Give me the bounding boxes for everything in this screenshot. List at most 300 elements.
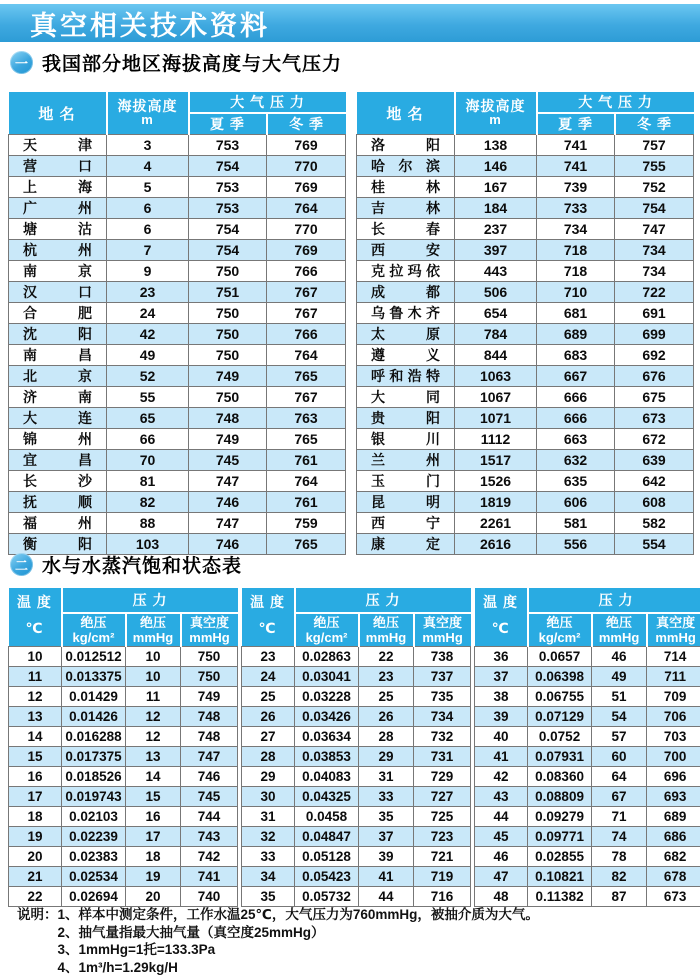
col-header-temperature: 温 度 ℃ bbox=[9, 588, 62, 646]
table-cell: 23 bbox=[359, 666, 414, 686]
footnote-item: 3、1mmHg=1托=133.3Pa bbox=[57, 942, 216, 957]
table-row bbox=[9, 177, 346, 198]
table-cell: 742 bbox=[181, 846, 238, 866]
table-cell: 769 bbox=[267, 177, 346, 198]
table-cell: 761 bbox=[267, 450, 346, 471]
table-cell: 玉 门 bbox=[357, 471, 455, 492]
table-cell: 714 bbox=[647, 646, 700, 666]
table-row bbox=[242, 686, 471, 706]
table-cell: 6 bbox=[107, 219, 189, 240]
table-cell: 767 bbox=[267, 387, 346, 408]
table-cell: 734 bbox=[537, 219, 615, 240]
table-row bbox=[242, 666, 471, 686]
table-cell: 20 bbox=[126, 886, 181, 906]
table-cell: 675 bbox=[615, 387, 694, 408]
col-header-summer: 夏 季 bbox=[537, 113, 615, 135]
table-cell: 608 bbox=[615, 492, 694, 513]
table-cell: 770 bbox=[267, 219, 346, 240]
table-cell: 0.03228 bbox=[295, 686, 359, 706]
table-cell: 24 bbox=[242, 666, 295, 686]
table-cell: 35 bbox=[242, 886, 295, 906]
table-row bbox=[357, 177, 694, 198]
table-cell: 738 bbox=[414, 646, 471, 666]
table-cell: 683 bbox=[537, 345, 615, 366]
table-cell: 0.0458 bbox=[295, 806, 359, 826]
table-cell: 696 bbox=[647, 766, 700, 786]
table-cell: 639 bbox=[615, 450, 694, 471]
table-cell: 765 bbox=[267, 534, 346, 555]
table-cell: 642 bbox=[615, 471, 694, 492]
steam-table-3 bbox=[474, 588, 700, 907]
table-cell: 57 bbox=[592, 726, 647, 746]
table-cell: 770 bbox=[267, 156, 346, 177]
table-row bbox=[357, 198, 694, 219]
table-cell: 28 bbox=[359, 726, 414, 746]
table-cell: 11 bbox=[9, 666, 62, 686]
table-cell: 44 bbox=[359, 886, 414, 906]
table-header bbox=[9, 92, 346, 135]
col-header-place: 地 名 bbox=[357, 92, 455, 135]
table-cell: 0.04325 bbox=[295, 786, 359, 806]
table-cell: 0.01429 bbox=[62, 686, 126, 706]
table-cell: 南 昌 bbox=[9, 345, 107, 366]
table-cell: 43 bbox=[475, 786, 528, 806]
table-row bbox=[475, 646, 700, 666]
table-cell: 635 bbox=[537, 471, 615, 492]
table-cell: 667 bbox=[537, 366, 615, 387]
table-header bbox=[475, 588, 700, 646]
col-header-winter: 冬 季 bbox=[615, 113, 694, 135]
table-row bbox=[9, 408, 346, 429]
table-row bbox=[9, 806, 238, 826]
col-header-altitude: 海拔高度 m bbox=[107, 92, 189, 135]
table-cell: 49 bbox=[592, 666, 647, 686]
table-row bbox=[9, 219, 346, 240]
table-row bbox=[357, 471, 694, 492]
steam-table-2 bbox=[241, 588, 471, 907]
table-cell: 遵 义 bbox=[357, 345, 455, 366]
table-row bbox=[357, 345, 694, 366]
table-cell: 汉 口 bbox=[9, 282, 107, 303]
table-cell: 689 bbox=[537, 324, 615, 345]
altitude-pressure-table-right bbox=[356, 92, 694, 555]
table-cell: 18 bbox=[126, 846, 181, 866]
table-row bbox=[357, 282, 694, 303]
steam-table-1 bbox=[8, 588, 238, 907]
table-cell: 719 bbox=[414, 866, 471, 886]
table-cell: 74 bbox=[592, 826, 647, 846]
table-cell: 1112 bbox=[455, 429, 537, 450]
table-cell: 759 bbox=[267, 513, 346, 534]
table-cell: 太 原 bbox=[357, 324, 455, 345]
table-cell: 721 bbox=[414, 846, 471, 866]
table-row bbox=[9, 345, 346, 366]
table-row bbox=[9, 366, 346, 387]
table-cell: 750 bbox=[189, 324, 267, 345]
table-cell: 0.019743 bbox=[62, 786, 126, 806]
table-cell: 673 bbox=[615, 408, 694, 429]
table-row bbox=[9, 786, 238, 806]
table-cell: 722 bbox=[615, 282, 694, 303]
table-cell: 734 bbox=[414, 706, 471, 726]
table-row bbox=[9, 646, 238, 666]
table-cell: 506 bbox=[455, 282, 537, 303]
table-cell: 693 bbox=[647, 786, 700, 806]
table-cell: 769 bbox=[267, 135, 346, 156]
table-cell: 0.02103 bbox=[62, 806, 126, 826]
table-cell: 贵 阳 bbox=[357, 408, 455, 429]
table-row bbox=[242, 726, 471, 746]
table-cell: 大 连 bbox=[9, 408, 107, 429]
table-row bbox=[9, 666, 238, 686]
table-row bbox=[357, 408, 694, 429]
table-cell: 87 bbox=[592, 886, 647, 906]
table-cell: 741 bbox=[181, 866, 238, 886]
col-header-vacuum: 真空度 mmHg bbox=[647, 613, 700, 646]
table-cell: 734 bbox=[615, 261, 694, 282]
table-cell: 749 bbox=[189, 429, 267, 450]
table-cell: 18 bbox=[9, 806, 62, 826]
table-cell: 844 bbox=[455, 345, 537, 366]
table-cell: 52 bbox=[107, 366, 189, 387]
table-cell: 47 bbox=[475, 866, 528, 886]
table-cell: 0.04083 bbox=[295, 766, 359, 786]
table-cell: 12 bbox=[126, 706, 181, 726]
table-cell: 0.03426 bbox=[295, 706, 359, 726]
table-row bbox=[475, 686, 700, 706]
table-cell: 衡 阳 bbox=[9, 534, 107, 555]
table-cell: 12 bbox=[9, 686, 62, 706]
table-cell: 33 bbox=[359, 786, 414, 806]
col-header-temperature: 温 度 ℃ bbox=[475, 588, 528, 646]
table-cell: 767 bbox=[267, 282, 346, 303]
table-cell: 764 bbox=[267, 345, 346, 366]
table-cell: 748 bbox=[189, 408, 267, 429]
table-row bbox=[9, 513, 346, 534]
table-cell: 55 bbox=[107, 387, 189, 408]
table-cell: 70 bbox=[107, 450, 189, 471]
table-cell: 745 bbox=[181, 786, 238, 806]
table-cell: 0.05423 bbox=[295, 866, 359, 886]
table-cell: 2616 bbox=[455, 534, 537, 555]
table-row bbox=[357, 219, 694, 240]
table-body bbox=[9, 135, 346, 555]
table-row bbox=[9, 198, 346, 219]
table-cell: 741 bbox=[537, 135, 615, 156]
table-row bbox=[9, 261, 346, 282]
table-cell: 抚 顺 bbox=[9, 492, 107, 513]
table-cell: 昆 明 bbox=[357, 492, 455, 513]
table-cell: 769 bbox=[267, 240, 346, 261]
table-cell: 763 bbox=[267, 408, 346, 429]
table-cell: 748 bbox=[181, 726, 238, 746]
table-cell: 41 bbox=[475, 746, 528, 766]
table-cell: 0.02863 bbox=[295, 646, 359, 666]
table-cell: 750 bbox=[181, 646, 238, 666]
col-header-winter: 冬 季 bbox=[267, 113, 346, 135]
table-cell: 0.02239 bbox=[62, 826, 126, 846]
table-cell: 49 bbox=[107, 345, 189, 366]
altitude-pressure-table-left bbox=[8, 92, 346, 555]
table-cell: 0.09279 bbox=[528, 806, 592, 826]
table-cell: 672 bbox=[615, 429, 694, 450]
table-row bbox=[242, 866, 471, 886]
table-cell: 39 bbox=[475, 706, 528, 726]
table-cell: 1067 bbox=[455, 387, 537, 408]
table-cell: 29 bbox=[359, 746, 414, 766]
table-cell: 0.013375 bbox=[62, 666, 126, 686]
table-cell: 700 bbox=[647, 746, 700, 766]
table-row bbox=[357, 513, 694, 534]
table-cell: 1819 bbox=[455, 492, 537, 513]
table-cell: 20 bbox=[9, 846, 62, 866]
table-cell: 65 bbox=[107, 408, 189, 429]
table-cell: 0.06755 bbox=[528, 686, 592, 706]
table-row bbox=[357, 156, 694, 177]
table-cell: 0.0752 bbox=[528, 726, 592, 746]
table-cell: 103 bbox=[107, 534, 189, 555]
col-header-pressure: 压 力 bbox=[295, 588, 471, 613]
table-row bbox=[9, 450, 346, 471]
table-row bbox=[242, 766, 471, 786]
table-row bbox=[242, 646, 471, 666]
table-cell: 0.017375 bbox=[62, 746, 126, 766]
table-cell: 750 bbox=[189, 345, 267, 366]
table-row bbox=[475, 766, 700, 786]
table-cell: 25 bbox=[242, 686, 295, 706]
table-cell: 0.03041 bbox=[295, 666, 359, 686]
table-cell: 19 bbox=[126, 866, 181, 886]
table-row bbox=[475, 846, 700, 866]
table-cell: 27 bbox=[242, 726, 295, 746]
footnotes-list bbox=[58, 906, 539, 976]
footnote-item: 4、1m³/h=1.29kg/H bbox=[57, 959, 178, 975]
table-row bbox=[475, 726, 700, 746]
table-row bbox=[9, 686, 238, 706]
section2-title: 水与水蒸汽饱和状态表 bbox=[42, 556, 243, 577]
table-cell: 乌 鲁 木 齐 bbox=[357, 303, 455, 324]
table-cell: 748 bbox=[181, 706, 238, 726]
col-header-place: 地 名 bbox=[9, 92, 107, 135]
table-cell: 4 bbox=[107, 156, 189, 177]
table-cell: 676 bbox=[615, 366, 694, 387]
table-cell: 41 bbox=[359, 866, 414, 886]
table-cell: 14 bbox=[126, 766, 181, 786]
table-cell: 0.018526 bbox=[62, 766, 126, 786]
table-cell: 46 bbox=[475, 846, 528, 866]
table-cell: 746 bbox=[181, 766, 238, 786]
col-header-pressure: 大 气 压 力 bbox=[189, 92, 346, 113]
table-cell: 692 bbox=[615, 345, 694, 366]
table-cell: 39 bbox=[359, 846, 414, 866]
steam-saturation-tables bbox=[8, 588, 700, 907]
table-cell: 31 bbox=[359, 766, 414, 786]
table-cell: 33 bbox=[242, 846, 295, 866]
table-cell: 银 川 bbox=[357, 429, 455, 450]
table-cell: 北 京 bbox=[9, 366, 107, 387]
table-row bbox=[9, 471, 346, 492]
table-row bbox=[357, 261, 694, 282]
table-cell: 28 bbox=[242, 746, 295, 766]
table-cell: 44 bbox=[475, 806, 528, 826]
table-cell: 0.0657 bbox=[528, 646, 592, 666]
table-row bbox=[357, 240, 694, 261]
table-row bbox=[357, 387, 694, 408]
col-header-vacuum: 真空度 mmHg bbox=[414, 613, 471, 646]
table-cell: 22 bbox=[359, 646, 414, 666]
table-cell: 556 bbox=[537, 534, 615, 555]
table-cell: 呼 和 浩 特 bbox=[357, 366, 455, 387]
table-cell: 0.02855 bbox=[528, 846, 592, 866]
table-cell: 754 bbox=[189, 156, 267, 177]
table-cell: 681 bbox=[537, 303, 615, 324]
table-cell: 51 bbox=[592, 686, 647, 706]
table-cell: 济 南 bbox=[9, 387, 107, 408]
table-cell: 739 bbox=[537, 177, 615, 198]
table-row bbox=[242, 786, 471, 806]
table-cell: 成 都 bbox=[357, 282, 455, 303]
table-cell: 锦 州 bbox=[9, 429, 107, 450]
table-cell: 709 bbox=[647, 686, 700, 706]
col-header-summer: 夏 季 bbox=[189, 113, 267, 135]
table-cell: 1517 bbox=[455, 450, 537, 471]
table-header bbox=[357, 92, 694, 135]
table-cell: 725 bbox=[414, 806, 471, 826]
table-cell: 塘 沽 bbox=[9, 219, 107, 240]
table-cell: 13 bbox=[9, 706, 62, 726]
table-cell: 14 bbox=[9, 726, 62, 746]
table-row bbox=[9, 746, 238, 766]
table-row bbox=[357, 303, 694, 324]
table-cell: 16 bbox=[126, 806, 181, 826]
table-cell: 1063 bbox=[455, 366, 537, 387]
table-cell: 上 海 bbox=[9, 177, 107, 198]
table-cell: 673 bbox=[647, 886, 700, 906]
table-cell: 703 bbox=[647, 726, 700, 746]
table-row bbox=[9, 766, 238, 786]
table-row bbox=[9, 303, 346, 324]
table-cell: 78 bbox=[592, 846, 647, 866]
table-body bbox=[242, 646, 471, 906]
table-cell: 54 bbox=[592, 706, 647, 726]
table-cell: 733 bbox=[537, 198, 615, 219]
table-cell: 767 bbox=[267, 303, 346, 324]
table-cell: 35 bbox=[359, 806, 414, 826]
table-cell: 0.06398 bbox=[528, 666, 592, 686]
table-cell: 3 bbox=[107, 135, 189, 156]
table-cell: 663 bbox=[537, 429, 615, 450]
table-cell: 17 bbox=[126, 826, 181, 846]
table-cell: 0.01426 bbox=[62, 706, 126, 726]
table-cell: 48 bbox=[475, 886, 528, 906]
section1-heading bbox=[10, 49, 342, 76]
table-cell: 37 bbox=[475, 666, 528, 686]
table-cell: 757 bbox=[615, 135, 694, 156]
table-cell: 0.07129 bbox=[528, 706, 592, 726]
table-cell: 751 bbox=[189, 282, 267, 303]
col-header-temperature: 温 度 ℃ bbox=[242, 588, 295, 646]
table-cell: 745 bbox=[189, 450, 267, 471]
table-cell: 746 bbox=[189, 492, 267, 513]
table-cell: 19 bbox=[9, 826, 62, 846]
table-cell: 36 bbox=[475, 646, 528, 666]
table-cell: 福 州 bbox=[9, 513, 107, 534]
table-cell: 21 bbox=[9, 866, 62, 886]
table-cell: 689 bbox=[647, 806, 700, 826]
table-cell: 克 拉 玛 依 bbox=[357, 261, 455, 282]
table-row bbox=[242, 706, 471, 726]
table-row bbox=[9, 156, 346, 177]
table-row bbox=[242, 826, 471, 846]
table-cell: 686 bbox=[647, 826, 700, 846]
col-header-abs-kg: 绝压 kg/cm² bbox=[295, 613, 359, 646]
table-cell: 749 bbox=[181, 686, 238, 706]
table-cell: 23 bbox=[242, 646, 295, 666]
table-cell: 0.02534 bbox=[62, 866, 126, 886]
table-cell: 哈 尔 滨 bbox=[357, 156, 455, 177]
table-row bbox=[242, 746, 471, 766]
table-cell: 西 安 bbox=[357, 240, 455, 261]
table-cell: 26 bbox=[242, 706, 295, 726]
table-row bbox=[9, 135, 346, 156]
table-row bbox=[242, 886, 471, 906]
table-cell: 0.05732 bbox=[295, 886, 359, 906]
table-cell: 30 bbox=[242, 786, 295, 806]
table-cell: 716 bbox=[414, 886, 471, 906]
table-cell: 754 bbox=[615, 198, 694, 219]
table-cell: 60 bbox=[592, 746, 647, 766]
table-cell: 581 bbox=[537, 513, 615, 534]
table-row bbox=[475, 826, 700, 846]
table-row bbox=[9, 240, 346, 261]
table-cell: 1526 bbox=[455, 471, 537, 492]
table-cell: 397 bbox=[455, 240, 537, 261]
table-cell: 24 bbox=[107, 303, 189, 324]
table-cell: 康 定 bbox=[357, 534, 455, 555]
table-row bbox=[9, 429, 346, 450]
table-cell: 654 bbox=[455, 303, 537, 324]
table-cell: 23 bbox=[107, 282, 189, 303]
table-cell: 740 bbox=[181, 886, 238, 906]
table-cell: 15 bbox=[9, 746, 62, 766]
table-cell: 0.05128 bbox=[295, 846, 359, 866]
table-cell: 9 bbox=[107, 261, 189, 282]
table-cell: 5 bbox=[107, 177, 189, 198]
table-cell: 10 bbox=[9, 646, 62, 666]
table-cell: 666 bbox=[537, 387, 615, 408]
table-cell: 洛 阳 bbox=[357, 135, 455, 156]
table-row bbox=[475, 666, 700, 686]
table-cell: 6 bbox=[107, 198, 189, 219]
table-cell: 1071 bbox=[455, 408, 537, 429]
table-cell: 766 bbox=[267, 324, 346, 345]
table-cell: 554 bbox=[615, 534, 694, 555]
table-body bbox=[475, 646, 700, 906]
table-cell: 729 bbox=[414, 766, 471, 786]
col-header-pressure: 压 力 bbox=[528, 588, 700, 613]
table-row bbox=[9, 492, 346, 513]
table-cell: 752 bbox=[615, 177, 694, 198]
section-two-icon: 二 bbox=[10, 553, 33, 576]
table-cell: 737 bbox=[414, 666, 471, 686]
table-cell: 237 bbox=[455, 219, 537, 240]
table-row bbox=[357, 429, 694, 450]
table-cell: 691 bbox=[615, 303, 694, 324]
table-cell: 754 bbox=[189, 240, 267, 261]
table-row bbox=[357, 366, 694, 387]
table-cell: 699 bbox=[615, 324, 694, 345]
table-cell: 广 州 bbox=[9, 198, 107, 219]
